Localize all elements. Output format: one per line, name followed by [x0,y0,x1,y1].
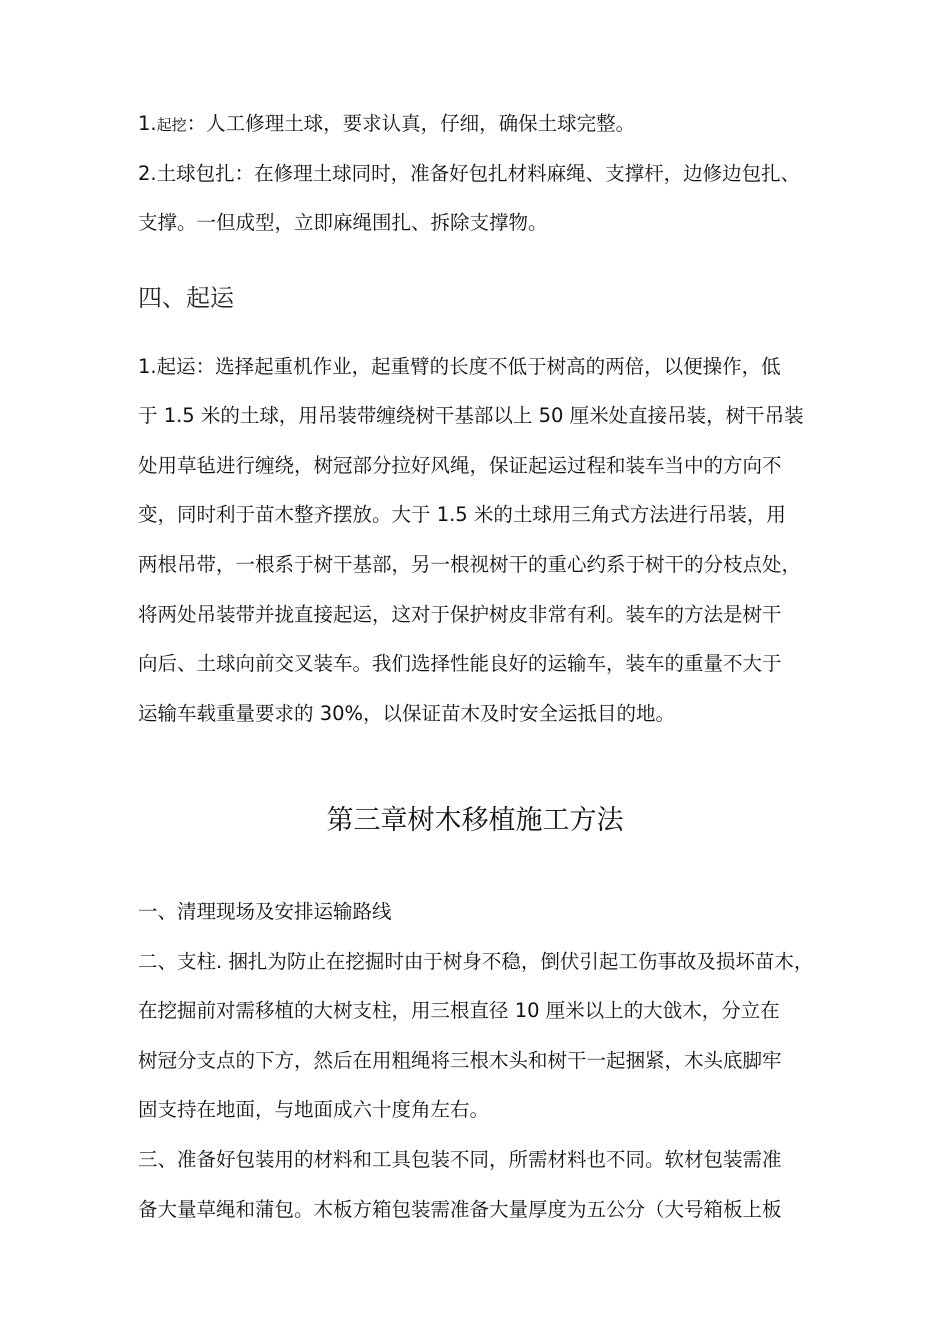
paragraph-line: 固支持在地面，与地面成六十度角左右。 [138,1098,490,1121]
section1-item1 [138,114,635,134]
paragraph-line: 在挖掘前对需移植的大树支柱，用三根直径 10 厘米以上的大戗木，分立在 [138,999,780,1022]
paragraph-line: 运输车载重量要求的 30%，以保证苗木及时安全运抵目的地。 [138,702,676,725]
paragraph-line: 一、清理现场及安排运输路线 [138,900,392,923]
paragraph-line: 变，同时利于苗木整齐摆放。大于 1.5 米的土球用三角式方法进行吊装，用 [138,503,786,526]
section1-item2-line2: 支撑。一但成型，立即麻绳围扎、拆除支撑物。 [138,211,548,234]
section1-item2-line1: 2.土球包扎：在修理土球同时，准备好包扎材料麻绳、支撑杆，边修边包扎、 [138,162,801,185]
paragraph-line: 三、准备好包装用的材料和工具包装不同，所需材料也不同。软材包装需准 [138,1148,782,1171]
paragraph-line: 备大量草绳和蒲包。木板方箱包装需准备大量厚度为五公分（大号箱板上板 [138,1198,782,1221]
paragraph-line: 处用草毡进行缠绕，树冠部分拉好风绳，保证起运过程和装车当中的方向不 [138,454,782,477]
item1-text: ：人工修理土球，要求认真，仔细，确保土球完整。 [186,112,636,135]
paragraph-line: 两根吊带，一根系于树干基部，另一根视树干的重心约系于树干的分枝点处， [138,553,802,576]
section4-heading: 四、起运 [138,284,234,312]
chapter-title: 第三章树木移植施工方法 [326,805,624,836]
paragraph-line: 1.起运：选择起重机作业，起重臂的长度不低于树高的两倍，以便操作，低 [138,355,781,378]
paragraph-line: 将两处吊装带并拢直接起运，这对于保护树皮非常有利。装车的方法是树干 [138,603,782,626]
paragraph-line: 向后、土球向前交叉装车。我们选择性能良好的运输车，装车的重量不大于 [138,652,782,675]
paragraph-line: 二、支柱. 捆扎为防止在挖掘时由于树身不稳，倒伏引起工伤事故及损坏苗木， [138,950,814,973]
item1-number: 1. [138,112,157,135]
paragraph-line: 树冠分支点的下方，然后在用粗绳将三根木头和树干一起捆紧，木头底脚牢 [138,1049,782,1072]
paragraph-line: 于 1.5 米的土球，用吊装带缠绕树干基部以上 50 厘米处直接吊装，树干吊装 [138,404,804,427]
item1-label: 起挖 [156,116,187,134]
